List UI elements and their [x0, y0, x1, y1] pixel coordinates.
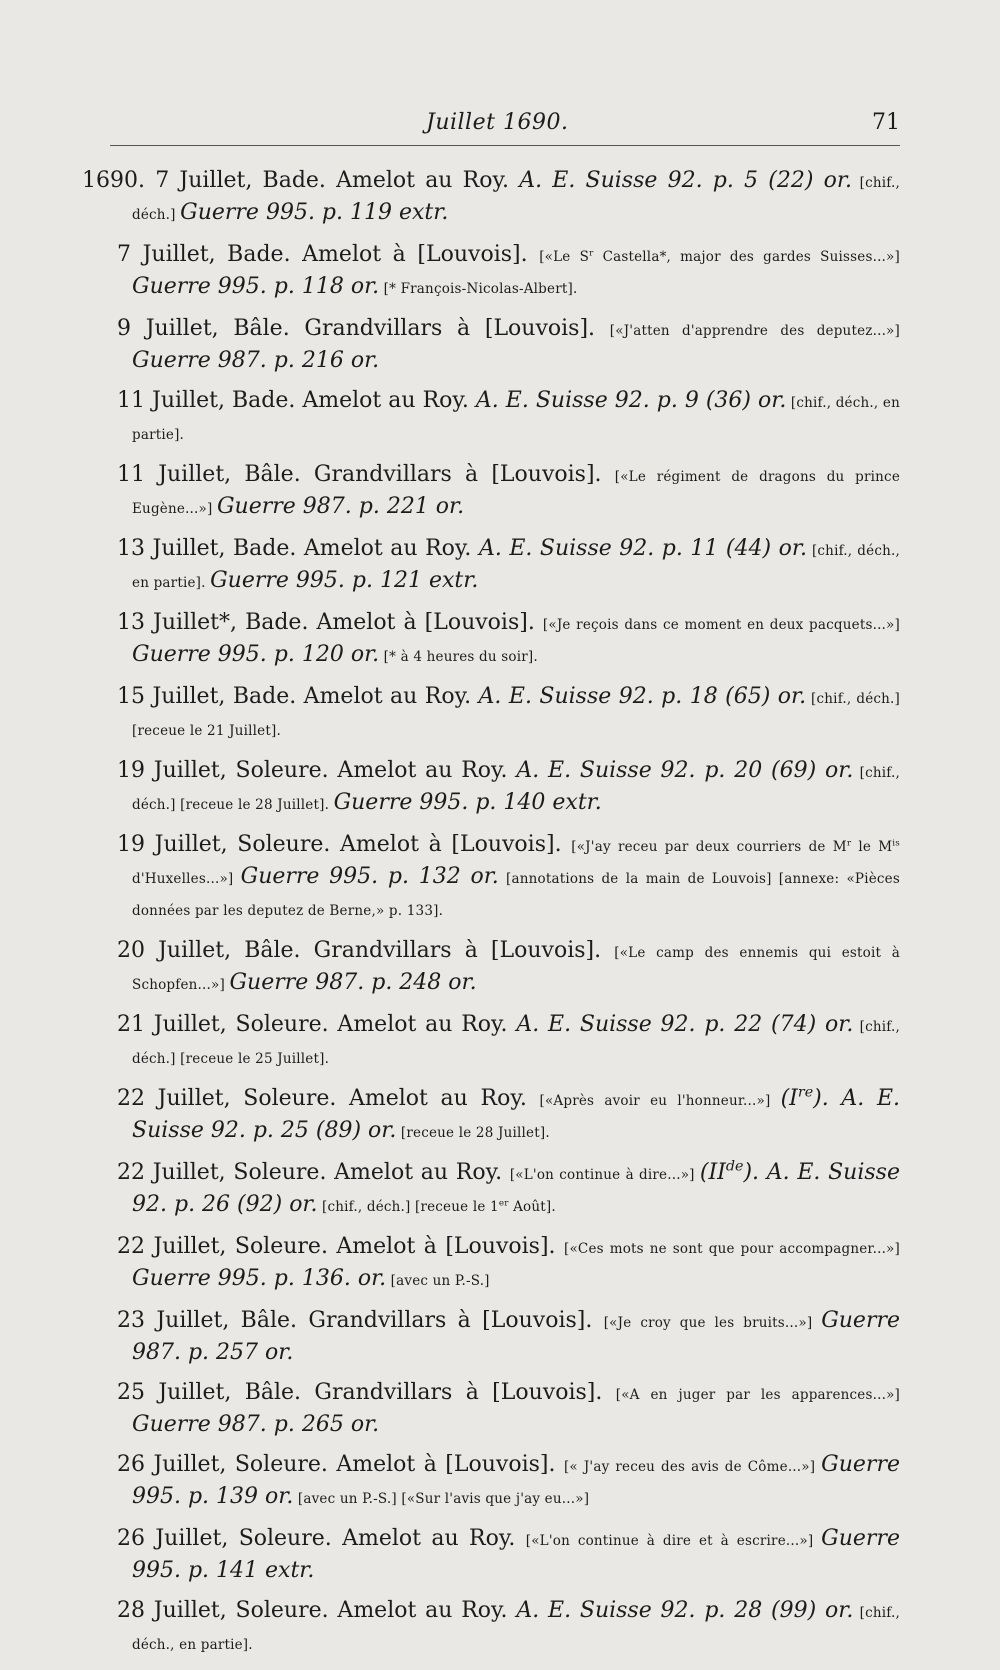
entry-17	[82, 1378, 900, 1440]
entry-head: 22 Juillet, Soleure. Amelot au Roy.	[117, 1086, 540, 1111]
entry-ref: A. E. Suisse 92. p. 20 (69) or.	[516, 758, 854, 783]
entry-head: 28 Juillet, Soleure. Amelot au Roy.	[117, 1598, 517, 1623]
entry-note-2: [chif., déch.] [receue le 1er Août].	[317, 1198, 556, 1215]
entry-19	[82, 1524, 900, 1586]
entry-head: 13 Juillet, Bade. Amelot au Roy.	[117, 536, 479, 561]
entry-11	[82, 936, 900, 1000]
entry-list	[82, 166, 900, 1670]
entry-ref: A. E. Suisse 92. p. 11 (44) or.	[478, 536, 807, 561]
entry-2	[82, 240, 900, 304]
entry-note: [«Je reçois dans ce moment en deux pacquets...»]	[542, 617, 900, 633]
entry-note: [chif., déch.] [receue le 21 Juillet].	[132, 691, 900, 739]
entry-note: [chif., déch.] [receue le 25 Juillet].	[132, 1019, 900, 1067]
entry-head: 7 Juillet, Bade. Amelot au Roy.	[155, 168, 520, 193]
running-head	[130, 110, 900, 144]
entry-ref: A. E. Suisse 92. p. 9 (36) or.	[475, 388, 787, 413]
entry-note: [chif., déch., en partie].	[132, 543, 900, 591]
entry-14	[82, 1158, 900, 1222]
entry-head: 26 Juillet, Soleure. Amelot au Roy.	[117, 1526, 526, 1551]
entry-20	[82, 1596, 900, 1660]
entry-note: [«L'on continue à dire...»]	[509, 1167, 700, 1183]
entry-15	[82, 1232, 900, 1296]
header-rule	[110, 145, 900, 146]
entry-head: 23 Juillet, Bâle. Grandvillars à [Louvois].	[117, 1308, 604, 1333]
entry-head: 22 Juillet, Soleure. Amelot à [Louvois].	[117, 1234, 564, 1259]
entry-note: [chif., déch.]	[132, 175, 900, 223]
entry-note: [«L'on continue à dire et à escrire...»]	[525, 1533, 822, 1549]
entry-ref: Guerre 995. p. 136. or.	[132, 1266, 387, 1291]
entry-head: 19 Juillet, Soleure. Amelot au Roy.	[117, 758, 517, 783]
entry-head: 11 Juillet, Bade. Amelot au Roy.	[117, 388, 476, 413]
entry-6	[82, 534, 900, 598]
entry-head: 11 Juillet, Bâle. Grandvillars à [Louvois].	[117, 462, 615, 487]
entry-ref: Guerre 987. p. 265 or.	[132, 1412, 380, 1437]
entry-note: [«J'ay receu par deux courriers de $M^r$ le $M^{is}$ d'Huxelles...»]	[132, 838, 900, 887]
entry-ref: Guerre 995. p. 141 extr.	[132, 1526, 900, 1583]
entry-16	[82, 1306, 900, 1368]
entry-note: [chif., déch., en partie].	[132, 1605, 900, 1653]
entry-note: [«Le $S^r$ Castella*, major des gardes Suisses...»]	[539, 248, 900, 265]
entry-head: 7 Juillet, Bade. Amelot à [Louvois].	[117, 242, 540, 267]
entry-ref: A. E. Suisse 92. p. 28 (99) or.	[516, 1598, 854, 1623]
entry-note: [« J'ay receu des avis de Côme...»]	[563, 1459, 822, 1475]
entry-7	[82, 608, 900, 672]
entry-head: 15 Juillet, Bade. Amelot au Roy.	[117, 684, 479, 709]
entry-head: 25 Juillet, Bâle. Grandvillars à [Louvois].	[117, 1380, 616, 1405]
entry-head: 9 Juillet, Bâle. Grandvillars à [Louvois].	[117, 316, 610, 341]
entry-3	[82, 314, 900, 376]
entry-head: 21 Juillet, Soleure. Amelot au Roy.	[117, 1012, 517, 1037]
entry-ref: A. E. Suisse 92. p. 5 (22) or.	[519, 168, 852, 193]
entry-note: [chif., déch.] [receue le 28 Juillet].	[132, 765, 900, 813]
entry-head: 13 Juillet*, Bade. Amelot à [Louvois].	[117, 610, 543, 635]
entry-ref: Guerre 995. p. 139 or.	[132, 1452, 900, 1509]
entry-note: [«A en juger par les apparences...»]	[615, 1387, 901, 1403]
entry-ref: Guerre 995. p. 118 or.	[132, 274, 380, 299]
entry-ref: Guerre 995. p. 120 or.	[132, 642, 380, 667]
entry-1	[82, 166, 900, 230]
entry-9	[82, 756, 900, 820]
entry-ref: Guerre 987. p. 221 or.	[216, 494, 465, 519]
entry-ref-2: Guerre 995. p. 119 extr.	[180, 200, 449, 225]
entry-note-2: [receue le 28 Juillet].	[396, 1125, 550, 1141]
entry-ref: Guerre 987. p. 257 or.	[132, 1308, 901, 1365]
entry-ref: Guerre 987. p. 216 or.	[132, 348, 380, 373]
entry-year: 1690.	[82, 168, 145, 193]
entry-note-2: [* à 4 heures du soir].	[379, 649, 538, 665]
entry-note-2: [avec un P.-S.] [«Sur l'avis que j'ay eu...»]	[293, 1491, 590, 1507]
entry-note: [«Je croy que les bruits...»]	[603, 1315, 822, 1331]
entry-13	[82, 1084, 900, 1148]
entry-ref-2: Guerre 995. p. 121 extr.	[210, 568, 479, 593]
entry-18	[82, 1450, 900, 1514]
entry-head: 19 Juillet, Soleure. Amelot à [Louvois].	[117, 832, 572, 857]
entry-note: [chif., déch., en partie].	[132, 395, 900, 443]
entry-head: 26 Juillet, Soleure. Amelot à [Louvois].	[117, 1452, 564, 1477]
entry-note: [«Le camp des ennemis qui estoit à Schopfen...»]	[132, 945, 900, 993]
entry-note: [«Ces mots ne sont que pour accompagner...»]	[563, 1241, 900, 1257]
entry-10	[82, 830, 900, 926]
entry-ref: Guerre 987. p. 248 or.	[229, 970, 477, 995]
entry-5	[82, 460, 900, 524]
entry-ref: Guerre 995. p. 132 or.	[240, 864, 499, 889]
entry-note: [«J'atten d'apprendre des deputez...»]	[609, 323, 900, 339]
entry-note: [«Après avoir eu l'honneur...»]	[539, 1093, 781, 1109]
entry-ref: (IIde). A. E. Suisse 92. p. 26 (92) or.	[132, 1158, 900, 1217]
page-number: 71	[872, 110, 900, 135]
entry-ref: (Ire). A. E. Suisse 92. p. 25 (89) or.	[132, 1084, 900, 1143]
entry-note: [«Le régiment de dragons du prince Eugène...»]	[132, 469, 901, 517]
entry-head: 20 Juillet, Bâle. Grandvillars à [Louvois].	[117, 938, 615, 963]
entry-ref: A. E. Suisse 92. p. 22 (74) or.	[516, 1012, 854, 1037]
entry-4	[82, 386, 900, 450]
entry-note-2: [* François-Nicolas-Albert].	[379, 281, 578, 297]
entry-8	[82, 682, 900, 746]
page-title: Juillet 1690.	[426, 110, 569, 135]
entry-note-2: [avec un P.-S.]	[386, 1273, 490, 1289]
entry-ref-2: Guerre 995. p. 140 extr.	[333, 790, 602, 815]
entry-note-2: [annotations de la main de Louvois] [annexe: «Pièces données par les deputez de Berne,» p. 133].	[132, 871, 901, 919]
entry-head: 22 Juillet, Soleure. Amelot au Roy.	[117, 1160, 510, 1185]
entry-ref: A. E. Suisse 92. p. 18 (65) or.	[478, 684, 807, 709]
entry-12	[82, 1010, 900, 1074]
